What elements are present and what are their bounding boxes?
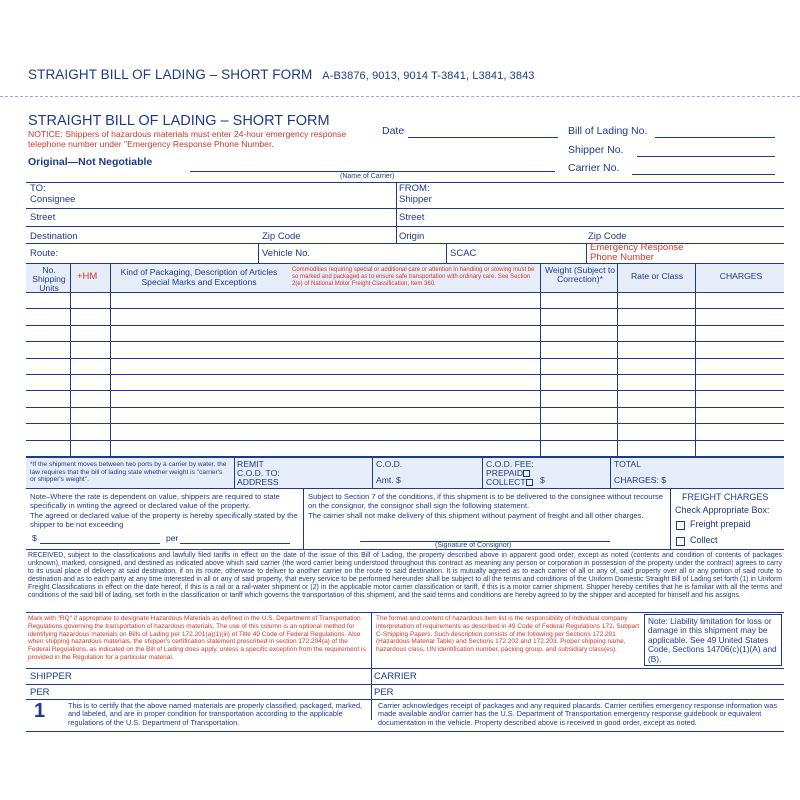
table-row[interactable] — [26, 423, 784, 424]
form-title: STRAIGHT BILL OF LADING – SHORT FORM — [28, 113, 330, 129]
rule — [482, 458, 483, 488]
freight-collect-checkbox[interactable] — [676, 537, 685, 546]
cod-label: C.O.D. — [376, 459, 403, 469]
agreed-value-note: The agreed or declared value of the property is hereby specifically stated by the shipper to be not exceeding — [30, 511, 298, 529]
rule — [446, 243, 447, 263]
phone-number-label: Phone Number — [590, 252, 654, 263]
shipper-label: Shipper — [399, 194, 432, 205]
rule — [396, 182, 397, 243]
rule — [26, 549, 784, 550]
prepaid-label: PREPAID — [486, 468, 524, 478]
cod-fee-label: C.O.D. FEE: — [486, 459, 534, 469]
address-label: ADDRESS — [237, 477, 279, 487]
water-carrier-note: *If the shipment moves between two ports by a carrier by water, the law requires that the bill of lading state whether weight is "carrier's or shipper's weight". — [30, 461, 227, 484]
origin-label: Origin — [399, 231, 425, 242]
remit-label: REMIT — [237, 459, 264, 469]
carrier-signature-field[interactable] — [371, 684, 784, 685]
rule — [26, 292, 784, 293]
cod-fee-collect[interactable] — [486, 478, 533, 487]
cod-to-label: C.O.D. TO: — [237, 468, 280, 478]
carrier-acknowledgement: Carrier acknowledges receipt of packages and any required placards. Carrier certifies emergency response information was made available and/or carrier has the U.S. Department of Transportation emergency response guidebook or equivalent documentation in the vehicle. Property described above is received in good order, except as noted. — [378, 701, 778, 727]
collect-label: COLLECT — [486, 477, 526, 487]
scac-label: SCAC — [450, 248, 477, 259]
total-charges-label: CHARGES: $ — [614, 475, 667, 485]
freight-prepaid-label: Freight prepaid — [690, 519, 751, 529]
freight-prepaid-checkbox[interactable] — [676, 521, 685, 530]
value-note: Note–Where the rate is dependent on value, shippers are required to state specifically in writing the agreed or declared value of the property. — [30, 492, 280, 510]
rule — [26, 668, 784, 669]
table-row[interactable] — [26, 390, 784, 391]
collect-checkbox[interactable] — [526, 479, 533, 486]
freight-collect-label: Collect — [690, 535, 718, 545]
carrier-name-label: (Name of Carrier) — [340, 173, 395, 180]
consignee-label: Consignee — [30, 194, 76, 205]
declared-value-per-field[interactable] — [180, 543, 290, 544]
shipper-no-field[interactable] — [637, 156, 775, 157]
date-label: Date — [382, 125, 405, 137]
rule — [303, 489, 304, 549]
zip-label-to: Zip Code — [262, 231, 301, 242]
shipper-no-label: Shipper No. — [568, 144, 624, 156]
total-label: TOTAL — [614, 459, 641, 469]
rule — [26, 731, 784, 732]
route-label: Route: — [30, 248, 58, 259]
carrier-no-field[interactable] — [632, 174, 775, 175]
rule — [26, 612, 784, 613]
carrier-no-label: Carrier No. — [568, 162, 620, 174]
rule — [26, 226, 784, 227]
shipper-sign-label: SHIPPER — [30, 671, 72, 682]
declared-value-per: per — [166, 533, 179, 543]
table-row[interactable] — [26, 440, 784, 441]
rule — [617, 264, 618, 457]
rule — [110, 264, 111, 457]
original-not-negotiable: Original—Not Negotiable — [28, 156, 153, 168]
rq-note: Mark with "RQ" if appropriate to designate Hazardous Materials as defined in the U.S. Department of Transportation Regulations governing the transportation of hazardous materials. The use of this column is an optional method for identifying hazardous materials on Bills of Lading per 172.201(a)(1)(iii) of Title 49 Code of Federal Regulations. Also when shipping hazardous materials, the shipper's certification statement prescribed in section 172.204(a) of the Federal Regulations, as indicated on the Bill of Lading does apply, unless a specific exception from the requirement is provided in the Regulation for a particular material. — [28, 615, 366, 661]
carrier-per-label: PER — [374, 687, 394, 698]
liability-note: Note: Liability limitation for loss or damage in this shipment may be applicable. See 49 United States Code, Sections 14706(c)(1)(A) and (B). — [648, 616, 777, 664]
col-description-note: Commodities requiring special or additional care or attention in handling or stowing must be so marked and packaged as to ensure safe transportation with ordinary care. See Section 2(e) of National Motor Freight Classification, Item 360. — [292, 267, 535, 288]
col-hm: +HM — [77, 271, 98, 282]
cod-amount-label: Amt. $ — [376, 475, 401, 485]
street-label-from: Street — [399, 212, 425, 223]
signature-label: (Signature of Consignor) — [435, 542, 512, 549]
rule — [70, 264, 71, 457]
rule — [371, 612, 372, 668]
check-box-label: Check Appropriate Box: — [675, 505, 770, 515]
rule — [610, 458, 611, 488]
rule — [234, 458, 235, 488]
top-title-text: STRAIGHT BILL OF LADING – SHORT FORM — [28, 67, 313, 82]
table-row[interactable] — [26, 308, 784, 309]
received-terms: RECEIVED, subject to the classifications and lawfully filed tariffs in effect on the date of the issue of this Bill of Lading, the property described above in apparent good order, except as noted (contents and condition of contents of packages unknown), marked, consigned, and destined as indicated above which said carrier (the word carrier being understood throughout this contract as meaning any person or corporation in possession of the property under the contract) agrees to carry to its usual place of delivery at said destination, if on its route, otherwise to deliver to another carrier on the route to said destination. It is mutually agreed as to each carrier of all or any of, said property over all or any portion of said route to destination and as to each party at any time interested in all or any of said property, that every service to be performed hereunder shall be subject to all the terms and conditions of the Uniform Domestic Straight Bill of Lading set forth (1) in Uniform Freight Classifications in effect on the date hereof, if this is a rail or a rail-water shipment or (2) in the applicable motor carrier classification or tariff, if this is a motor carrier shipment. Shipper hereby certifies that he is familiar with all the terms and conditions of the said bill of lading, set forth in the classification or tariff which governs the transportation of this shipment, and the said terms and conditions are hereby agreed to by the shipper and accepted for himself and his assigns. — [28, 552, 782, 599]
rule — [26, 208, 784, 209]
col-description: Kind of Packaging, Description of Articles Special Marks and Exceptions — [120, 267, 278, 287]
table-row[interactable] — [26, 341, 784, 342]
shipper-certification: This is to certify that the above named materials are properly classified, packaged, marked, and labeled, and are in proper condition for transportation according to the applicable regulations of the U.S. Department of Transportation. — [68, 701, 363, 727]
cod-fee-dollar: $ — [540, 475, 545, 485]
col-shipping-units: No. Shipping Units — [32, 265, 66, 293]
rule — [586, 243, 587, 263]
carrier-delivery-note: The carrier shall not make delivery of this shipment without payment of freight and all other charges. — [308, 511, 644, 520]
street-label-to: Street — [30, 212, 56, 223]
from-label: FROM: — [399, 183, 430, 194]
form-codes: A-B3876, 9013, 9014 T-3841, L3841, 3843 — [322, 70, 535, 82]
destination-label: Destination — [30, 231, 78, 242]
perforation-line — [0, 96, 800, 97]
rule — [371, 668, 372, 720]
shipper-signature-field[interactable] — [26, 684, 371, 685]
rule — [26, 699, 784, 700]
table-row[interactable] — [26, 407, 784, 408]
table-row[interactable] — [26, 374, 784, 375]
vehicle-no-label: Vehicle No. — [262, 248, 311, 259]
rule — [670, 489, 671, 549]
bill-of-lading-field[interactable] — [655, 137, 775, 138]
carrier-name-field[interactable] — [190, 171, 555, 172]
date-field[interactable] — [408, 137, 558, 138]
copy-number: 1 — [34, 700, 46, 722]
freight-charges-heading: FREIGHT CHARGES — [682, 492, 769, 502]
hazmat-format-note: The format and content of hazardous item list is the responsibility of individual company interpretation of requirements as described in 49 Code of Federal Regulations 172, Subpart C-Shipping Papers. Such description consists of the following per Sections 172.201 (Hazardous Material Table) and Sections 172.202 and 172.203. Proper shipping name, hazardous class, UN identification number, packing group, and subsidiary class(es). — [376, 615, 640, 654]
bill-of-lading-label: Bill of Lading No. — [568, 125, 648, 137]
rule — [695, 264, 696, 457]
top-strip-title — [28, 68, 535, 83]
to-label: TO: — [30, 183, 46, 194]
hazmat-notice: NOTICE: Shippers of hazardous materials must enter 24-hour emergency response telephone number under "Emergency Response Phone Number. — [28, 129, 347, 149]
rule — [372, 458, 373, 488]
table-row[interactable] — [26, 358, 784, 359]
rule — [26, 457, 784, 458]
section-7-note: Subject to Section 7 of the conditions, if this shipment is to be delivered to the consignee without recourse on the consignor, the consignor shall sign the following statement. — [308, 492, 664, 510]
col-rate: Rate or Class — [630, 271, 684, 281]
col-weight: Weight (Subject to Correction)* — [544, 265, 616, 284]
declared-value-dollar: $ — [32, 533, 37, 543]
col-charges: CHARGES — [719, 271, 763, 281]
table-row[interactable] — [26, 325, 784, 326]
rule — [540, 264, 541, 457]
declared-value-field[interactable] — [40, 543, 160, 544]
shipper-per-label: PER — [30, 687, 50, 698]
emergency-response-label: Emergency Response — [590, 242, 684, 253]
rule — [258, 243, 259, 263]
carrier-sign-label: CARRIER — [374, 671, 417, 682]
zip-label-from: Zip Code — [588, 231, 627, 242]
